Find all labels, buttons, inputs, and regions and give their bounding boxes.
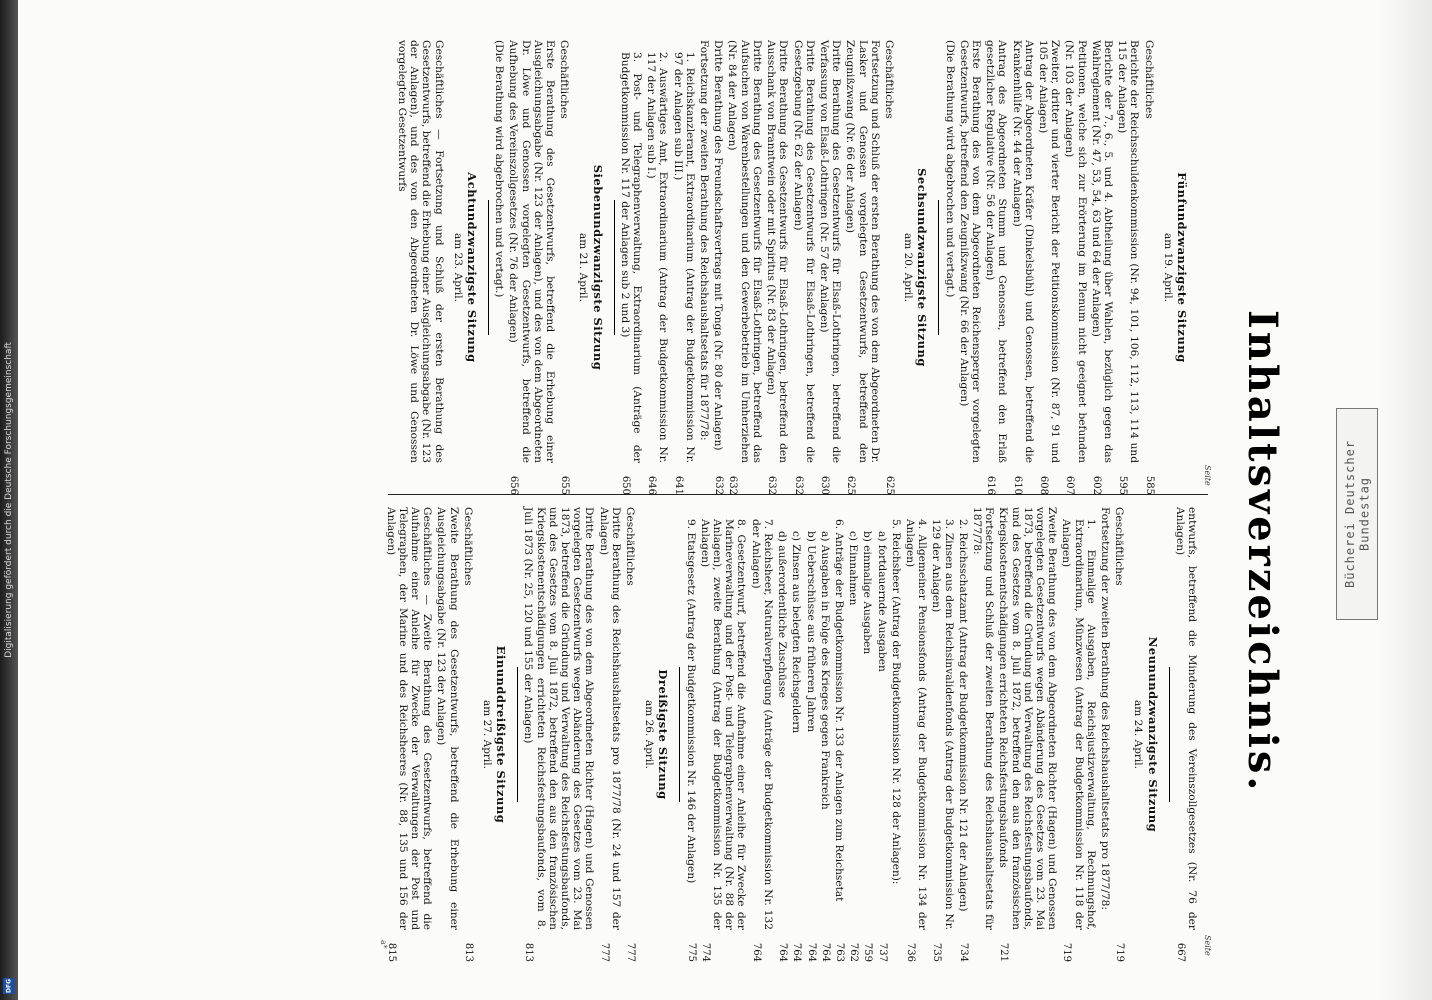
toc-entry [597, 507, 621, 962]
toc-entry [726, 40, 763, 495]
toc-entry [984, 40, 1008, 495]
toc-entry-text: entwurfs, betreffend die Minderung des Vereinszollgesetzes (Nr. 76 der Anlagen) [1173, 507, 1198, 930]
right-column [382, 507, 1198, 962]
toc-entry [844, 40, 881, 495]
toc-entry-text: a) Ausgaben in Folge des Krieges gegen Frankreich [818, 531, 831, 810]
toc-entry-text: Dritte Berathung des von dem Abgeordneten Richter (Hagen) und Genossen vorgelegten Gesetzentwurfs wegen Abänderung des Gesetzes vom 23. Mai 1873, betreffend die Gründung und Verwaltung des Reichsfestungsbaufonds, und des Gesetzes vom 8. Juli 1872, betreffend den aus den französischen Kriegskostenentschädigungen errichteten Reichsfestungsbaufonds, vom 8. Juli 1873 (Nr. 25, 120 und 155 der Anlagen) [522, 507, 596, 930]
toc-entry [1090, 40, 1114, 495]
toc-entry-text: Erste Berathung des Gesetzentwurfs, betreffend die Erhebung einer Ausgleichungsabgabe (Nr. 123 der Anlagen), und des von dem Abgeordneten Dr. Löwe und Genossen vorgelegten Gesetzentwurfs, betreffend die Aufhebung des Vereinszollgesetzes (Nr. 76 der Anlagen) [507, 40, 557, 463]
toc-entry-text: Zweite Berathung des von dem Abgeordneten Richter (Hagen) und Genossen vorgelegten Gesetzentwurfs wegen Abänderung des Gesetzes vom 23. Mai 1873, betreffend die Gründung und Verwaltung des Reichsfestungsbaufonds, und des Gesetzes vom 8. Juli 1872, betreffend den aus den französischen Kriegskostenentschädigungen errichteten Reichsfestungsbaufonds [997, 507, 1059, 930]
toc-entry-text: Geschäftliches [461, 507, 474, 586]
toc-page-number: 667 [1174, 942, 1186, 962]
toc-page-number: 641 [672, 475, 684, 495]
toc-page-number: 764 [777, 942, 789, 962]
seite-label-left: Seite [1203, 465, 1212, 486]
toc-entry-text: Fortsetzung und Schluß der ersten Berathung des von dem Abgeordneten Dr. Lasker und Genossen vorgelegten Gesetzentwurfs, betreffend den Zeugnißzwang (Nr. 66 der Anlagen) [844, 40, 881, 463]
toc-entry-text: Petitionen, welche sich zur Erörterung im Plenum nicht geeignet befunden (Nr. 103 der Anlagen) [1063, 40, 1088, 463]
session-heading: Neunundzwanzigste Sitzung [1145, 636, 1160, 833]
toc-entry [1174, 507, 1198, 962]
toc-entry [671, 40, 695, 495]
toc-entry [1060, 507, 1097, 962]
toc-page-number: 815 [385, 942, 397, 962]
toc-page-number: 734 [957, 942, 969, 962]
session-date: am 19. April. [1161, 233, 1174, 302]
toc-entry [883, 40, 895, 495]
toc-entry-text: Dritte Berathung des Gesetzentwurfs für Elsaß-Lothringen, betreffend die Verfassung von Elsaß-Lothringen (Nr. 57 der Anlagen) [817, 40, 843, 463]
toc-entry [712, 40, 724, 495]
toc-entry-text: 1. Einmalige Ausgaben, Reichsjustizverwaltung, Rechnungshof, Extraordinarium, Münzwesen (Antrag der Budgetkommission Nr. 118 der Anlagen) [1060, 519, 1097, 930]
left-column [394, 40, 1198, 495]
toc-entry [1116, 40, 1140, 495]
toc-entry [558, 40, 570, 495]
session-date: am 20. April. [902, 233, 915, 302]
toc-entry-text: Berichte der 7., 6., 5. und 4. Abtheilung über Wahlen, bezüglich gegen das Wahlreglement (Nr. 47, 53, 54, 63 und 64 der Anlagen) [1089, 40, 1114, 463]
toc-entry [861, 507, 873, 962]
session-heading: Dreißigste Sitzung [656, 669, 671, 800]
session-heading: Achtundzwanzigste Sitzung [465, 172, 480, 363]
toc-entry [1142, 40, 1154, 495]
toc-entry [847, 507, 859, 962]
dfg-logo-icon: DFG [3, 978, 15, 994]
toc-page-number: 763 [833, 942, 845, 962]
dfg-credit-text: Digitalisierung gefördert durch die Deutsche Forschungsgemeinschaft [4, 342, 14, 658]
toc-entry-text: b) einmalige Ausgaben [861, 531, 874, 655]
toc-entry [698, 40, 710, 495]
toc-entry [930, 507, 954, 962]
section-rule [679, 667, 680, 802]
toc-page-number: 656 [508, 475, 520, 495]
toc-entry [818, 40, 842, 495]
toc-entry-text: Fortsetzung der zweiten Berathung des Reichshaushaltsetats für 1877/78: [698, 40, 711, 441]
toc-entry-text: 3. Post- und Telegraphenverwaltung, Extraordinarium (Anträge der Budgetkommission Nr. 117 der Anlagen sub 2 und 3) [618, 52, 644, 463]
toc-entry [765, 40, 789, 495]
toc-entry [684, 507, 696, 962]
toc-entry [1037, 40, 1061, 495]
toc-entry-text: Erste Berathung des von dem Abgeordneten Reichensperger vorgelegten Gesetzentwurfs, betreffend den Zeugnißzwang (Nr. 66 der Anlagen) [957, 40, 982, 463]
toc-entry-text: a) fortdauernde Ausgaben [875, 531, 888, 672]
signature-mark: a* [379, 940, 388, 949]
toc-entry [493, 40, 505, 495]
toc-entry-text: c) Zinsen aus belegten Reichsgeldern [790, 531, 803, 734]
toc-page-number: 607 [1064, 475, 1076, 495]
toc-entry [507, 40, 556, 495]
toc-page-number: 721 [998, 942, 1010, 962]
toc-entry-text: Dritte Berathung des Gesetzentwurfs für Elsaß-Lothringen, betreffend das Aufsuchen von Warenbestellungen und den Gewerbebetrieb im Umherziehen (Nr. 84 der Anlagen) [726, 40, 763, 463]
toc-entry-text: 2. Auswärtiges Amt, Extraordinarium (Antrag der Budgetkommission Nr. 117 der Anlagen sub I.) [645, 52, 670, 463]
toc-entry-text: 5. Reichsheer (Antrag der Budgetkommission Nr. 128 der Anlagen): [889, 519, 902, 885]
toc-page-number: 759 [862, 942, 874, 962]
toc-entry [1010, 40, 1034, 495]
toc-entry [619, 40, 643, 495]
session-heading: Fünfundzwanzigste Sitzung [1175, 172, 1189, 363]
toc-entry [890, 507, 902, 962]
session-date: am 27. April. [481, 700, 494, 769]
toc-entry [958, 40, 982, 495]
toc-entry [833, 507, 845, 962]
toc-page-number: 764 [819, 942, 831, 962]
session-heading: Siebenundzwanzigste Sitzung [590, 164, 605, 371]
toc-entry-text: 6. Anträge der Budgetkommission Nr. 133 der Anlagen zum Reichsetat [832, 519, 845, 902]
library-stamp [1336, 408, 1378, 620]
toc-entry [776, 507, 788, 962]
stamp-text: Bücherei Deutscher Bundestag [1342, 439, 1371, 589]
toc-entry-text: Geschäftliches — Zweite Berathung des Gesetzentwurfs, betreffend die Aufnahme einer Anleihe für Zwecke der Verwaltungen der Post und Telegraphen, der Marine und des Reichsheeres (Nr. 88, 135 und 156 der Anlagen) [384, 507, 434, 930]
toc-entry [624, 507, 636, 962]
toc-entry-text: Antrag der Abgeordneten Kräfer (Dinkelsbühl) und Genossen, betreffend die Krankenhülfe (Nr. 44 der Anlagen) [1010, 40, 1035, 463]
toc-entry-text: 1. Reichskanzleramt, Extraordinarium (Antrag der Budgetkommission Nr. 97 der Anlagen sub III.) [671, 52, 696, 463]
session-date: am 24. April. [1132, 700, 1145, 769]
toc-page-number: 595 [1117, 475, 1129, 495]
toc-page-number: 813 [462, 942, 474, 962]
toc-entry [957, 507, 969, 962]
toc-page-number: 650 [619, 475, 631, 495]
toc-entry [645, 40, 669, 495]
toc-page-number: 719 [1114, 942, 1126, 962]
toc-page-number: 735 [931, 942, 943, 962]
toc-page-number: 775 [685, 942, 697, 962]
session-heading: Sechsundzwanzigste Sitzung [915, 168, 930, 367]
session-date: am 23. April. [451, 233, 464, 302]
toc-page-number: 736 [904, 942, 916, 962]
session-heading: Einunddreißigste Sitzung [494, 645, 509, 824]
toc-entry-text: Fortsetzung und Schluß der zweiten Berathung des Reichshaushaltsetats für 1877/78: [970, 507, 996, 930]
toc-entry-text: Dritte Berathung des Gesetzentwurfs für Elsaß-Lothringen, betreffend den Ausschank von Branntwein oder mit Spiritus (Nr. 83 der Anlagen) [765, 40, 790, 463]
page-title: Inhaltsverzeichnis. [1239, 310, 1286, 794]
toc-entry [522, 507, 595, 962]
toc-entry [1113, 507, 1125, 962]
toc-entry-text: (Die Berathung wird abgebrochen und vertagt.) [493, 40, 506, 298]
section-rule [517, 667, 518, 802]
toc-page-number: 630 [818, 475, 830, 495]
toc-page-number: 632 [727, 475, 739, 495]
toc-entry-text: Geschäftliches [558, 40, 571, 119]
section-rule [614, 200, 615, 335]
toc-page-number: 764 [805, 942, 817, 962]
toc-entry [1099, 507, 1111, 962]
toc-entry-text: Zweite Berathung des Gesetzentwurfs, betreffend die Erhebung einer Ausgleichungsabgabe (Nr. 123 der Anlagen) [435, 507, 460, 930]
toc-page-number: 777 [625, 942, 637, 962]
toc-entry [1063, 40, 1087, 495]
toc-entry-text: Geschäftliches [1142, 40, 1155, 119]
toc-entry [699, 507, 748, 962]
toc-entry-text: c) Einnahmen [847, 531, 860, 606]
toc-entry-text: Geschäftliches [1113, 507, 1126, 586]
toc-entry [997, 507, 1058, 962]
toc-entry [790, 507, 802, 962]
toc-entry [971, 507, 995, 962]
toc-page-number: 719 [1061, 942, 1073, 962]
toc-entry-text: 4. Allgemeiner Pensionsfonds (Antrag der Budgetkommission Nr. 134 der Anlagen) [903, 519, 929, 930]
toc-entry-text: Dritte Berathung des Freundschaftsvertrags mit Tonga (Nr. 80 der Anlagen) [712, 40, 725, 451]
toc-page-number: 655 [559, 475, 571, 495]
rotated-page-content [58, 20, 1308, 980]
toc-page-number: 764 [750, 942, 762, 962]
toc-entry-text: d) außerordentliche Zuschüsse [776, 531, 789, 698]
toc-entry [875, 507, 887, 962]
toc-entry-text: 8. Gesetzentwurf, betreffend die Aufnahme einer Anleihe für Zwecke der Marineverwaltung und der Post- und Telegraphenverwaltung (Nr. 88 der Anlagen), zweite Berathung (Antrag der Budgetkommission Nr. 135 der Anlagen) [698, 519, 748, 930]
toc-entry [804, 507, 816, 962]
toc-entry [396, 40, 445, 495]
scanned-page [18, 0, 1432, 1000]
toc-entry-text: Zweiter, dritter und vierter Bericht der Petitionskommission (Nr. 87, 91 und 105 der Anlagen) [1036, 40, 1062, 463]
session-date: am 21. April. [577, 233, 590, 302]
section-rule [938, 200, 939, 335]
toc-entry-text: 2. Reichsschatzamt (Antrag der Budgetkommission Nr. 121 der Anlagen) [956, 519, 969, 912]
section-rule [1169, 667, 1170, 802]
dfg-sidebar [0, 0, 18, 1000]
toc-page-number: 762 [848, 942, 860, 962]
toc-page-number: 737 [876, 942, 888, 962]
toc-entry-text: b) Ueberschüsse aus früheren Jahren [804, 531, 817, 733]
toc-page-number: 625 [883, 475, 895, 495]
toc-entry [750, 507, 774, 962]
toc-page-number: 632 [713, 475, 725, 495]
toc-page-number: 625 [845, 475, 857, 495]
section-rule [488, 200, 489, 335]
toc-entry [384, 507, 433, 962]
toc-entry-text: Antrag des Abgeordneten Stumm und Genossen, betreffend den Erlaß gesetzlicher Regulative (Nr. 56 der Anlagen) [984, 40, 1009, 463]
toc-page-number: 585 [1143, 475, 1155, 495]
toc-entry-text: Berichte der Reichsschuldenkommission (Nr. 94, 101, 106, 112, 113, 114 und 115 der Anlagen) [1116, 40, 1141, 463]
toc-entry [462, 507, 474, 962]
toc-entry-text: 3. Zinsen aus dem Reichsinvalidenfonds (Antrag der Budgetkommission Nr. 129 der Anlagen) [930, 519, 955, 930]
toc-entry [904, 507, 928, 962]
toc-entry-text: 7. Reichsheer, Naturalverpflegung (Anträge der Budgetkommission Nr. 132 der Anlagen) [749, 519, 774, 930]
toc-entry-text: Dritte Berathung des Reichshaushaltsetats pro 1877/78 (Nr. 24 und 157 der Anlagen) [597, 507, 622, 930]
toc-page-number: 602 [1090, 475, 1102, 495]
page-edge [1380, 0, 1432, 1000]
toc-entry-text: 9. Etatsgesetz (Antrag der Budgetkommission Nr. 146 der Anlagen) [684, 519, 697, 884]
toc-page-number: 616 [985, 475, 997, 495]
toc-entry [819, 507, 831, 962]
toc-entry-text: (Die Berathung wird abgebrochen und vertagt.) [943, 40, 956, 298]
toc-entry-text: Geschäftliches [882, 40, 895, 119]
toc-page-number: 774 [699, 942, 711, 962]
toc-entry [943, 40, 955, 495]
toc-entry-text: Geschäftliches [624, 507, 637, 586]
toc-page-number: 646 [646, 475, 658, 495]
toc-entry [791, 40, 815, 495]
toc-entry-text: Fortsetzung der zweiten Berathung des Reichshaushaltsetats pro 1877/78: [1098, 507, 1111, 910]
toc-page-number: 813 [523, 942, 535, 962]
toc-entry [435, 507, 459, 962]
toc-page-number: 632 [766, 475, 778, 495]
seite-label-right: Seite [1203, 935, 1212, 956]
toc-entry-text: Geschäftliches — Fortsetzung und Schluß der ersten Berathung des Gesetzentwurfs, betreffend die Erhebung einer Ausgleichungsabgabe (Nr. 123 der Anlagen), und des von den Abgeordneten Dr. Löwe und Genossen vorgelegten Gesetzentwurfs [396, 40, 445, 463]
toc-entry-text: Dritte Berathung des Gesetzentwurfs für Elsaß-Lothringen, betreffend die Gesetzgebung (Nr. 62 der Anlagen) [791, 40, 816, 463]
toc-page-number: 610 [1011, 475, 1023, 495]
toc-page-number: 777 [598, 942, 610, 962]
session-date: am 26. April. [643, 700, 656, 769]
toc-page-number: 764 [791, 942, 803, 962]
toc-page-number: 608 [1037, 475, 1049, 495]
toc-page-number: 632 [792, 475, 804, 495]
